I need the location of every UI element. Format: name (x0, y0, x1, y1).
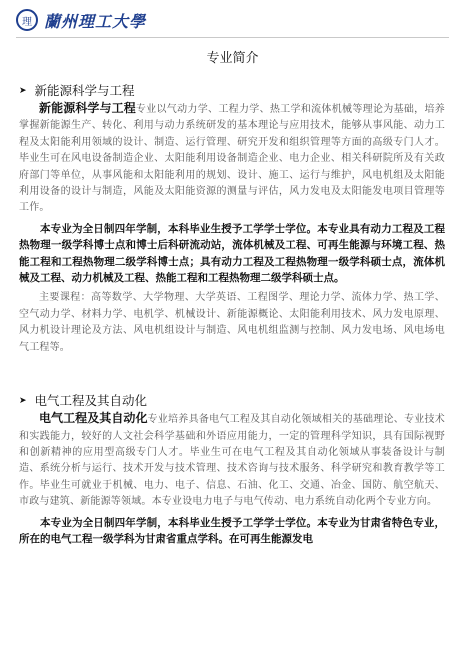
section-title: 电气工程及其自动化 (34, 393, 148, 409)
section-heading (19, 392, 445, 410)
intro-lead-text: 新能源科学与工程 (39, 101, 136, 115)
intro-body-text: 专业培养具备电气工程及其自动化领域相关的基础理论、专业技术和实践能力，较好的人文社会科学基础和外语应用能力，一定的管理科学知识，具有国际视野和创新精神的应用型高级专门人才。毕业生可在电气工程及其自动化领域从事装备设计与制造、系统分析与运行、技术开发与技术管理、技术咨询与技术服务、科学研究和教育教学等工作。毕业生可就业于机械、电力、电子、信息、石油、化工、交通、冶金、国防、航空航天、市政与建筑、新能源等领域。本专业设电力电子与电气传动、电力系统自动化两个专业方向。 (19, 414, 445, 508)
degree-paragraph: 本专业为全日制四年学制，本科毕业生授予工学学士学位。本专业具有动力工程及工程热物理一级学科博士点和博士后科研流动站，流体机械及工程、可再生能源与环境工程、热能工程和工程热物理二级学科博士点；具有动力工程及工程热物理一级学科硕士点，流体机械及工程、动力机械及工程、热能工程和工程热物理二级学科硕士点。 (19, 222, 445, 285)
university-logo-text: 蘭州理工大學 (44, 11, 147, 31)
page-title: 专业简介 (206, 51, 259, 66)
courses-paragraph: 主要课程：高等数学、大学物理、大学英语、工程图学、理论力学、流体力学、热工学、空气动力学、材料力学、电机学、机械设计、新能源概论、太阳能利用技术、风力发电原理、风力机设计理论及方法、风电机组设计与制造、风电机组监测与控制、风力发电场、风电场电气工程等。 (19, 292, 445, 353)
section-intro-paragraph (19, 410, 445, 510)
section-intro-paragraph (19, 100, 445, 217)
section-heading (19, 82, 445, 100)
section-title: 新能源科学与工程 (34, 83, 135, 98)
header-divider (16, 37, 449, 38)
university-seal-icon (16, 9, 38, 31)
intro-lead-text: 电气工程及其自动化 (39, 411, 148, 426)
seal-glyph: 理 (22, 16, 32, 28)
degree-paragraph: 本专业为全日制四年学制，本科毕业生授予工学学士学位。本专业为甘肃省特色专业，所在的电气工程一级学科为甘肃省重点学科。在可再生能源发电 (19, 516, 445, 545)
intro-body-text: 专业以气动力学、工程力学、热工学和流体机械等理论为基础，培养掌握新能源生产、转化、利用与动力系统研发的基本理论与应用技术，能够从事风能、动力工程及太阳能利用领域的设计、制造、运行管理、研究开发和组织管理等方面的高级专门人才。毕业生可在风电设备制造企业、太阳能利用设备制造企业、电力企业、相关科研院所及有关政府部门等单位，从事风能和太阳能利用的规划、设计、施工、运行与维护，风电机组及太阳能利用设备的设计与制造，风能及太阳能资源的测量与评估，风力发电及太阳能发电项目管理等工作。 (19, 104, 445, 214)
arrow-right-icon: ➤ (19, 396, 27, 407)
arrow-right-icon: ➤ (19, 86, 27, 96)
document-body (19, 82, 445, 547)
header (16, 7, 146, 33)
